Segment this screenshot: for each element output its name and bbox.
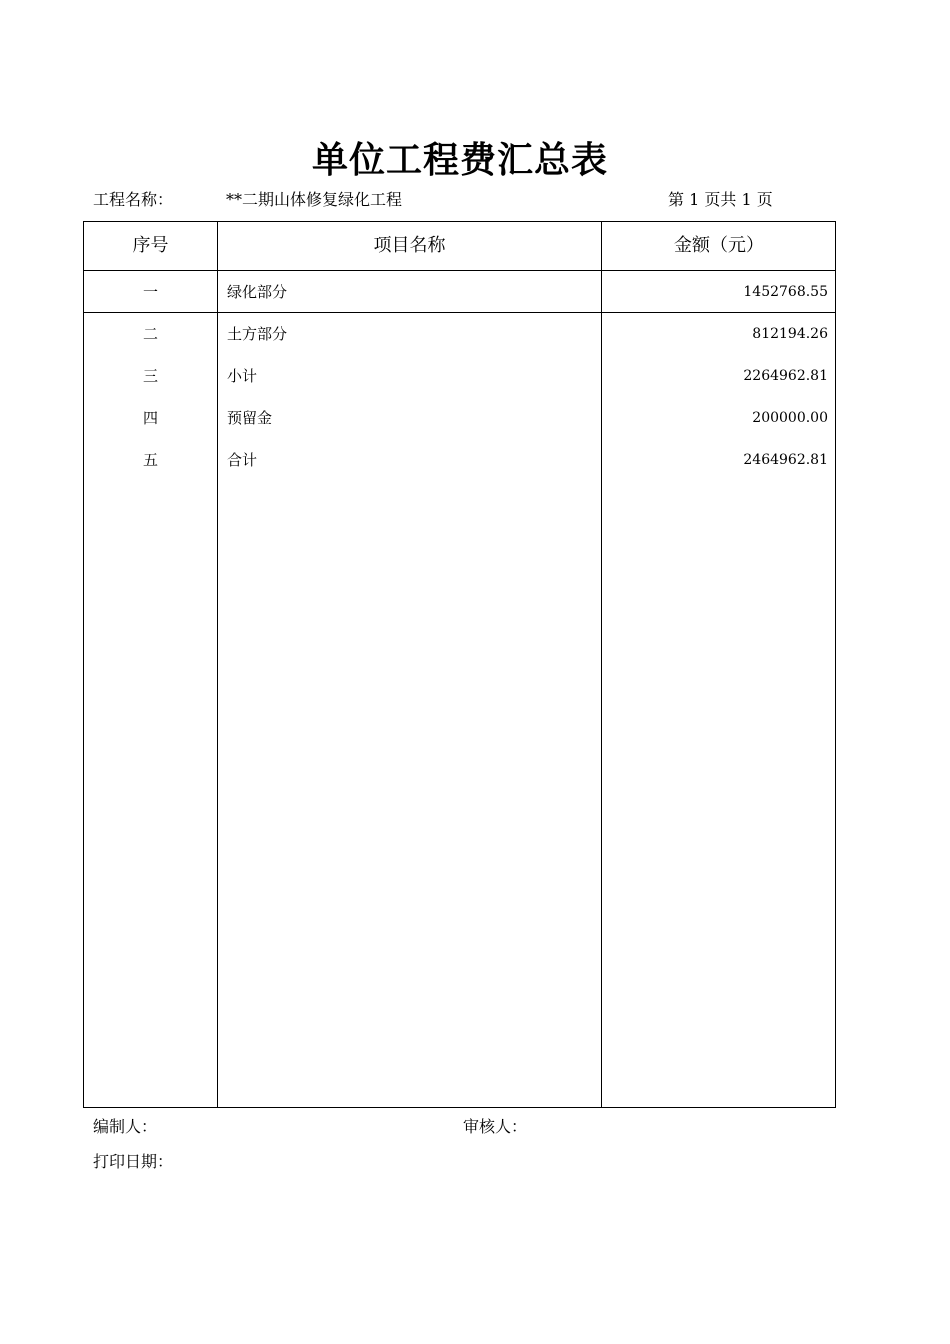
table-row: [84, 397, 835, 439]
table-row: [84, 271, 835, 313]
row-amount: 2464962.81: [743, 452, 828, 468]
cost-summary-table: [83, 221, 836, 1108]
row-item-name: 小计: [227, 367, 258, 385]
row-amount: 812194.26: [752, 326, 828, 342]
row-serial-number: 五: [142, 451, 158, 469]
row-item-name: 合计: [227, 451, 258, 469]
reviewed-by-label: 审核人：: [463, 1117, 528, 1136]
table-row: [84, 355, 835, 397]
row-item-name: 绿化部分: [227, 283, 288, 301]
page-title: 单位工程费汇总表: [311, 139, 608, 181]
header-serial-number: 序号: [132, 235, 169, 256]
row-amount: 2264962.81: [743, 368, 828, 384]
project-name-value: **二期山体修复绿化工程: [226, 190, 403, 209]
print-date-label: 打印日期：: [93, 1152, 174, 1171]
row-serial-number: 一: [142, 283, 158, 301]
header-item-name: 项目名称: [373, 235, 446, 256]
page-info: 第 1 页共 1 页: [668, 190, 773, 209]
row-amount: 200000.00: [752, 410, 828, 426]
row-serial-number: 三: [142, 367, 158, 385]
row-item-name: 土方部分: [227, 325, 288, 343]
table-row: [84, 439, 835, 481]
prepared-by-label: 编制人：: [93, 1117, 158, 1136]
row-serial-number: 二: [142, 325, 158, 343]
row-item-name: 预留金: [227, 409, 273, 427]
header-amount: 金额（元）: [674, 235, 764, 256]
row-amount: 1452768.55: [743, 284, 828, 300]
table-row: [84, 313, 835, 355]
row-serial-number: 四: [142, 409, 158, 427]
project-name-label: 工程名称：: [93, 190, 174, 209]
